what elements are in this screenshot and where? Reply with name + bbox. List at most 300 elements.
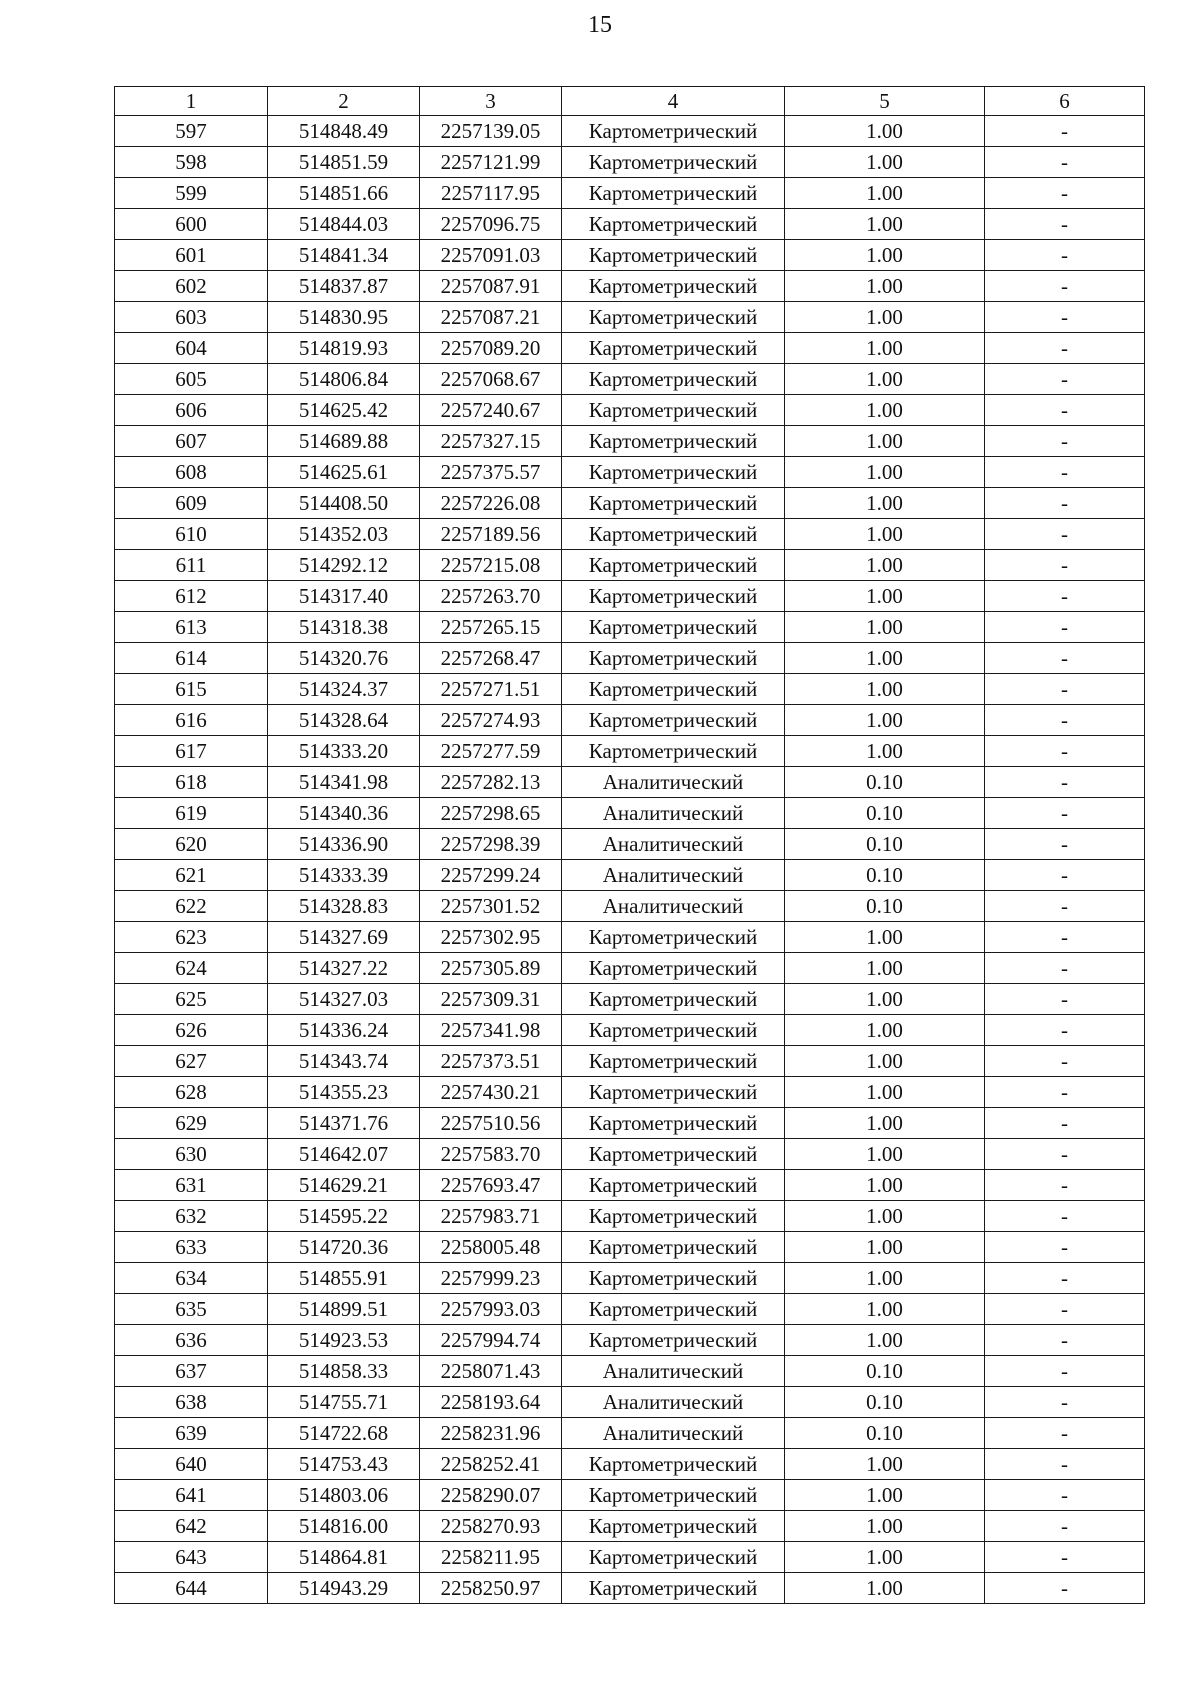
- table-row: [115, 271, 1145, 302]
- method-cell: Аналитический: [562, 1418, 785, 1449]
- method-cell: Картометрический: [562, 643, 785, 674]
- accuracy-cell: 1.00: [785, 705, 985, 736]
- point-number-cell: 604: [115, 333, 268, 364]
- accuracy-cell: 1.00: [785, 519, 985, 550]
- y-coordinate-cell: 2257068.67: [420, 364, 562, 395]
- y-coordinate-cell: 2257983.71: [420, 1201, 562, 1232]
- point-number-cell: 637: [115, 1356, 268, 1387]
- table-row: [115, 1077, 1145, 1108]
- x-coordinate-cell: 514755.71: [268, 1387, 420, 1418]
- accuracy-cell: 1.00: [785, 1077, 985, 1108]
- table-row: [115, 457, 1145, 488]
- x-coordinate-cell: 514341.98: [268, 767, 420, 798]
- method-cell: Картометрический: [562, 953, 785, 984]
- table-row: [115, 767, 1145, 798]
- table-row: [115, 1480, 1145, 1511]
- y-coordinate-cell: 2258193.64: [420, 1387, 562, 1418]
- method-cell: Картометрический: [562, 922, 785, 953]
- accuracy-cell: 1.00: [785, 581, 985, 612]
- table-row: [115, 1232, 1145, 1263]
- method-cell: Картометрический: [562, 240, 785, 271]
- column-header: 2: [268, 87, 420, 116]
- accuracy-cell: 0.10: [785, 829, 985, 860]
- accuracy-cell: 1.00: [785, 922, 985, 953]
- table-row: [115, 581, 1145, 612]
- note-cell: -: [985, 581, 1145, 612]
- y-coordinate-cell: 2257510.56: [420, 1108, 562, 1139]
- x-coordinate-cell: 514837.87: [268, 271, 420, 302]
- table-row: [115, 984, 1145, 1015]
- point-number-cell: 600: [115, 209, 268, 240]
- point-number-cell: 638: [115, 1387, 268, 1418]
- point-number-cell: 613: [115, 612, 268, 643]
- point-number-cell: 644: [115, 1573, 268, 1604]
- method-cell: Картометрический: [562, 1294, 785, 1325]
- note-cell: -: [985, 1480, 1145, 1511]
- note-cell: -: [985, 1418, 1145, 1449]
- method-cell: Картометрический: [562, 1263, 785, 1294]
- accuracy-cell: 1.00: [785, 1232, 985, 1263]
- accuracy-cell: 1.00: [785, 364, 985, 395]
- point-number-cell: 631: [115, 1170, 268, 1201]
- x-coordinate-cell: 514642.07: [268, 1139, 420, 1170]
- accuracy-cell: 0.10: [785, 1387, 985, 1418]
- method-cell: Аналитический: [562, 798, 785, 829]
- note-cell: -: [985, 953, 1145, 984]
- y-coordinate-cell: 2257999.23: [420, 1263, 562, 1294]
- method-cell: Картометрический: [562, 1077, 785, 1108]
- column-header: 4: [562, 87, 785, 116]
- note-cell: -: [985, 1201, 1145, 1232]
- y-coordinate-cell: 2257298.65: [420, 798, 562, 829]
- point-number-cell: 603: [115, 302, 268, 333]
- table-row: [115, 1511, 1145, 1542]
- accuracy-cell: 1.00: [785, 1263, 985, 1294]
- table-row: [115, 612, 1145, 643]
- table-row: [115, 1139, 1145, 1170]
- x-coordinate-cell: 514816.00: [268, 1511, 420, 1542]
- method-cell: Картометрический: [562, 271, 785, 302]
- x-coordinate-cell: 514830.95: [268, 302, 420, 333]
- coordinates-table: [114, 86, 1145, 1604]
- x-coordinate-cell: 514899.51: [268, 1294, 420, 1325]
- method-cell: Картометрический: [562, 1480, 785, 1511]
- note-cell: -: [985, 1542, 1145, 1573]
- point-number-cell: 628: [115, 1077, 268, 1108]
- y-coordinate-cell: 2257299.24: [420, 860, 562, 891]
- accuracy-cell: 1.00: [785, 1015, 985, 1046]
- accuracy-cell: 1.00: [785, 1139, 985, 1170]
- x-coordinate-cell: 514720.36: [268, 1232, 420, 1263]
- accuracy-cell: 1.00: [785, 178, 985, 209]
- note-cell: -: [985, 674, 1145, 705]
- y-coordinate-cell: 2257215.08: [420, 550, 562, 581]
- method-cell: Аналитический: [562, 860, 785, 891]
- point-number-cell: 609: [115, 488, 268, 519]
- y-coordinate-cell: 2258071.43: [420, 1356, 562, 1387]
- x-coordinate-cell: 514923.53: [268, 1325, 420, 1356]
- table-row: [115, 240, 1145, 271]
- point-number-cell: 617: [115, 736, 268, 767]
- method-cell: Аналитический: [562, 767, 785, 798]
- accuracy-cell: 1.00: [785, 1294, 985, 1325]
- note-cell: -: [985, 1232, 1145, 1263]
- x-coordinate-cell: 514352.03: [268, 519, 420, 550]
- table-row: [115, 1046, 1145, 1077]
- column-header: 5: [785, 87, 985, 116]
- accuracy-cell: 1.00: [785, 1046, 985, 1077]
- table-row: [115, 1201, 1145, 1232]
- accuracy-cell: 1.00: [785, 1170, 985, 1201]
- x-coordinate-cell: 514336.90: [268, 829, 420, 860]
- x-coordinate-cell: 514858.33: [268, 1356, 420, 1387]
- x-coordinate-cell: 514625.42: [268, 395, 420, 426]
- y-coordinate-cell: 2257240.67: [420, 395, 562, 426]
- x-coordinate-cell: 514408.50: [268, 488, 420, 519]
- y-coordinate-cell: 2257121.99: [420, 147, 562, 178]
- table-row: [115, 1418, 1145, 1449]
- point-number-cell: 598: [115, 147, 268, 178]
- accuracy-cell: 1.00: [785, 1108, 985, 1139]
- note-cell: -: [985, 1263, 1145, 1294]
- method-cell: Картометрический: [562, 209, 785, 240]
- y-coordinate-cell: 2257091.03: [420, 240, 562, 271]
- point-number-cell: 606: [115, 395, 268, 426]
- x-coordinate-cell: 514343.74: [268, 1046, 420, 1077]
- table-row: [115, 705, 1145, 736]
- point-number-cell: 634: [115, 1263, 268, 1294]
- table-row: [115, 488, 1145, 519]
- y-coordinate-cell: 2257189.56: [420, 519, 562, 550]
- method-cell: Картометрический: [562, 395, 785, 426]
- note-cell: -: [985, 147, 1145, 178]
- table-row: [115, 116, 1145, 147]
- method-cell: Картометрический: [562, 705, 785, 736]
- table-row: [115, 953, 1145, 984]
- note-cell: -: [985, 178, 1145, 209]
- accuracy-cell: 1.00: [785, 1201, 985, 1232]
- note-cell: -: [985, 1387, 1145, 1418]
- y-coordinate-cell: 2257087.21: [420, 302, 562, 333]
- x-coordinate-cell: 514318.38: [268, 612, 420, 643]
- table-row: [115, 736, 1145, 767]
- y-coordinate-cell: 2258211.95: [420, 1542, 562, 1573]
- x-coordinate-cell: 514292.12: [268, 550, 420, 581]
- column-header: 6: [985, 87, 1145, 116]
- y-coordinate-cell: 2257117.95: [420, 178, 562, 209]
- column-header: 1: [115, 87, 268, 116]
- accuracy-cell: 0.10: [785, 798, 985, 829]
- x-coordinate-cell: 514629.21: [268, 1170, 420, 1201]
- table-row: [115, 798, 1145, 829]
- note-cell: -: [985, 860, 1145, 891]
- point-number-cell: 610: [115, 519, 268, 550]
- y-coordinate-cell: 2258290.07: [420, 1480, 562, 1511]
- accuracy-cell: 0.10: [785, 1356, 985, 1387]
- y-coordinate-cell: 2257993.03: [420, 1294, 562, 1325]
- method-cell: Картометрический: [562, 488, 785, 519]
- page-number: 15: [588, 12, 612, 38]
- table-row: [115, 1294, 1145, 1325]
- y-coordinate-cell: 2257087.91: [420, 271, 562, 302]
- note-cell: -: [985, 767, 1145, 798]
- column-header: 3: [420, 87, 562, 116]
- x-coordinate-cell: 514327.03: [268, 984, 420, 1015]
- accuracy-cell: 1.00: [785, 488, 985, 519]
- method-cell: Картометрический: [562, 1542, 785, 1573]
- point-number-cell: 625: [115, 984, 268, 1015]
- x-coordinate-cell: 514851.59: [268, 147, 420, 178]
- note-cell: -: [985, 1573, 1145, 1604]
- accuracy-cell: 1.00: [785, 426, 985, 457]
- x-coordinate-cell: 514327.69: [268, 922, 420, 953]
- method-cell: Картометрический: [562, 302, 785, 333]
- note-cell: -: [985, 1170, 1145, 1201]
- y-coordinate-cell: 2257096.75: [420, 209, 562, 240]
- table-row: [115, 1449, 1145, 1480]
- x-coordinate-cell: 514371.76: [268, 1108, 420, 1139]
- note-cell: -: [985, 829, 1145, 860]
- accuracy-cell: 1.00: [785, 1511, 985, 1542]
- point-number-cell: 597: [115, 116, 268, 147]
- accuracy-cell: 1.00: [785, 240, 985, 271]
- y-coordinate-cell: 2257309.31: [420, 984, 562, 1015]
- x-coordinate-cell: 514864.81: [268, 1542, 420, 1573]
- x-coordinate-cell: 514336.24: [268, 1015, 420, 1046]
- accuracy-cell: 1.00: [785, 147, 985, 178]
- table-row: [115, 1015, 1145, 1046]
- note-cell: -: [985, 922, 1145, 953]
- method-cell: Аналитический: [562, 1387, 785, 1418]
- point-number-cell: 608: [115, 457, 268, 488]
- point-number-cell: 599: [115, 178, 268, 209]
- x-coordinate-cell: 514333.39: [268, 860, 420, 891]
- accuracy-cell: 1.00: [785, 116, 985, 147]
- point-number-cell: 643: [115, 1542, 268, 1573]
- note-cell: -: [985, 1108, 1145, 1139]
- note-cell: -: [985, 1046, 1145, 1077]
- x-coordinate-cell: 514595.22: [268, 1201, 420, 1232]
- note-cell: -: [985, 519, 1145, 550]
- y-coordinate-cell: 2257139.05: [420, 116, 562, 147]
- y-coordinate-cell: 2257263.70: [420, 581, 562, 612]
- note-cell: -: [985, 1015, 1145, 1046]
- x-coordinate-cell: 514803.06: [268, 1480, 420, 1511]
- y-coordinate-cell: 2257583.70: [420, 1139, 562, 1170]
- y-coordinate-cell: 2257298.39: [420, 829, 562, 860]
- method-cell: Картометрический: [562, 333, 785, 364]
- point-number-cell: 612: [115, 581, 268, 612]
- accuracy-cell: 0.10: [785, 891, 985, 922]
- table-row: [115, 1325, 1145, 1356]
- method-cell: Картометрический: [562, 612, 785, 643]
- accuracy-cell: 1.00: [785, 209, 985, 240]
- table-row: [115, 147, 1145, 178]
- table-row: [115, 302, 1145, 333]
- table-row: [115, 1573, 1145, 1604]
- note-cell: -: [985, 1139, 1145, 1170]
- point-number-cell: 629: [115, 1108, 268, 1139]
- x-coordinate-cell: 514328.83: [268, 891, 420, 922]
- method-cell: Картометрический: [562, 1573, 785, 1604]
- x-coordinate-cell: 514327.22: [268, 953, 420, 984]
- table-row: [115, 209, 1145, 240]
- note-cell: -: [985, 116, 1145, 147]
- point-number-cell: 615: [115, 674, 268, 705]
- method-cell: Картометрический: [562, 1170, 785, 1201]
- point-number-cell: 642: [115, 1511, 268, 1542]
- point-number-cell: 640: [115, 1449, 268, 1480]
- y-coordinate-cell: 2257268.47: [420, 643, 562, 674]
- point-number-cell: 639: [115, 1418, 268, 1449]
- table-row: [115, 829, 1145, 860]
- method-cell: Картометрический: [562, 519, 785, 550]
- y-coordinate-cell: 2258231.96: [420, 1418, 562, 1449]
- accuracy-cell: 1.00: [785, 612, 985, 643]
- x-coordinate-cell: 514848.49: [268, 116, 420, 147]
- method-cell: Картометрический: [562, 1015, 785, 1046]
- x-coordinate-cell: 514855.91: [268, 1263, 420, 1294]
- y-coordinate-cell: 2257226.08: [420, 488, 562, 519]
- accuracy-cell: 1.00: [785, 1573, 985, 1604]
- note-cell: -: [985, 891, 1145, 922]
- accuracy-cell: 1.00: [785, 302, 985, 333]
- note-cell: -: [985, 1294, 1145, 1325]
- note-cell: -: [985, 271, 1145, 302]
- x-coordinate-cell: 514625.61: [268, 457, 420, 488]
- note-cell: -: [985, 395, 1145, 426]
- table-row: [115, 674, 1145, 705]
- table-row: [115, 1387, 1145, 1418]
- point-number-cell: 605: [115, 364, 268, 395]
- x-coordinate-cell: 514753.43: [268, 1449, 420, 1480]
- method-cell: Картометрический: [562, 1108, 785, 1139]
- note-cell: -: [985, 984, 1145, 1015]
- y-coordinate-cell: 2258270.93: [420, 1511, 562, 1542]
- note-cell: -: [985, 798, 1145, 829]
- table-header-row: [115, 87, 1145, 116]
- table-row: [115, 1542, 1145, 1573]
- method-cell: Картометрический: [562, 178, 785, 209]
- x-coordinate-cell: 514844.03: [268, 209, 420, 240]
- method-cell: Картометрический: [562, 581, 785, 612]
- x-coordinate-cell: 514851.66: [268, 178, 420, 209]
- accuracy-cell: 0.10: [785, 767, 985, 798]
- y-coordinate-cell: 2257271.51: [420, 674, 562, 705]
- accuracy-cell: 1.00: [785, 1542, 985, 1573]
- table-row: [115, 1108, 1145, 1139]
- note-cell: -: [985, 705, 1145, 736]
- method-cell: Картометрический: [562, 1232, 785, 1263]
- x-coordinate-cell: 514317.40: [268, 581, 420, 612]
- note-cell: -: [985, 209, 1145, 240]
- x-coordinate-cell: 514841.34: [268, 240, 420, 271]
- point-number-cell: 632: [115, 1201, 268, 1232]
- y-coordinate-cell: 2257305.89: [420, 953, 562, 984]
- point-number-cell: 633: [115, 1232, 268, 1263]
- accuracy-cell: 1.00: [785, 984, 985, 1015]
- accuracy-cell: 1.00: [785, 1325, 985, 1356]
- note-cell: -: [985, 1511, 1145, 1542]
- note-cell: -: [985, 457, 1145, 488]
- x-coordinate-cell: 514819.93: [268, 333, 420, 364]
- note-cell: -: [985, 333, 1145, 364]
- y-coordinate-cell: 2258005.48: [420, 1232, 562, 1263]
- table-row: [115, 364, 1145, 395]
- x-coordinate-cell: 514806.84: [268, 364, 420, 395]
- y-coordinate-cell: 2257302.95: [420, 922, 562, 953]
- x-coordinate-cell: 514333.20: [268, 736, 420, 767]
- table-row: [115, 178, 1145, 209]
- accuracy-cell: 1.00: [785, 333, 985, 364]
- point-number-cell: 626: [115, 1015, 268, 1046]
- method-cell: Картометрический: [562, 674, 785, 705]
- method-cell: Картометрический: [562, 1325, 785, 1356]
- y-coordinate-cell: 2257089.20: [420, 333, 562, 364]
- method-cell: Картометрический: [562, 364, 785, 395]
- accuracy-cell: 1.00: [785, 395, 985, 426]
- method-cell: Картометрический: [562, 1511, 785, 1542]
- method-cell: Картометрический: [562, 457, 785, 488]
- accuracy-cell: 1.00: [785, 736, 985, 767]
- note-cell: -: [985, 364, 1145, 395]
- y-coordinate-cell: 2257430.21: [420, 1077, 562, 1108]
- method-cell: Аналитический: [562, 1356, 785, 1387]
- table-body: [115, 116, 1145, 1604]
- method-cell: Картометрический: [562, 147, 785, 178]
- note-cell: -: [985, 612, 1145, 643]
- accuracy-cell: 1.00: [785, 1449, 985, 1480]
- y-coordinate-cell: 2257693.47: [420, 1170, 562, 1201]
- y-coordinate-cell: 2258252.41: [420, 1449, 562, 1480]
- table-row: [115, 333, 1145, 364]
- y-coordinate-cell: 2257277.59: [420, 736, 562, 767]
- table-row: [115, 1263, 1145, 1294]
- y-coordinate-cell: 2257341.98: [420, 1015, 562, 1046]
- note-cell: -: [985, 1325, 1145, 1356]
- point-number-cell: 614: [115, 643, 268, 674]
- point-number-cell: 635: [115, 1294, 268, 1325]
- y-coordinate-cell: 2258250.97: [420, 1573, 562, 1604]
- table-row: [115, 1170, 1145, 1201]
- method-cell: Картометрический: [562, 116, 785, 147]
- point-number-cell: 641: [115, 1480, 268, 1511]
- table-row: [115, 891, 1145, 922]
- point-number-cell: 607: [115, 426, 268, 457]
- accuracy-cell: 1.00: [785, 643, 985, 674]
- table-row: [115, 643, 1145, 674]
- note-cell: -: [985, 643, 1145, 674]
- point-number-cell: 618: [115, 767, 268, 798]
- method-cell: Картометрический: [562, 550, 785, 581]
- note-cell: -: [985, 302, 1145, 333]
- table-row: [115, 1356, 1145, 1387]
- point-number-cell: 636: [115, 1325, 268, 1356]
- accuracy-cell: 0.10: [785, 1418, 985, 1449]
- x-coordinate-cell: 514943.29: [268, 1573, 420, 1604]
- x-coordinate-cell: 514320.76: [268, 643, 420, 674]
- point-number-cell: 601: [115, 240, 268, 271]
- point-number-cell: 616: [115, 705, 268, 736]
- point-number-cell: 620: [115, 829, 268, 860]
- accuracy-cell: 1.00: [785, 271, 985, 302]
- note-cell: -: [985, 736, 1145, 767]
- table-row: [115, 922, 1145, 953]
- y-coordinate-cell: 2257282.13: [420, 767, 562, 798]
- note-cell: -: [985, 240, 1145, 271]
- note-cell: -: [985, 1449, 1145, 1480]
- point-number-cell: 622: [115, 891, 268, 922]
